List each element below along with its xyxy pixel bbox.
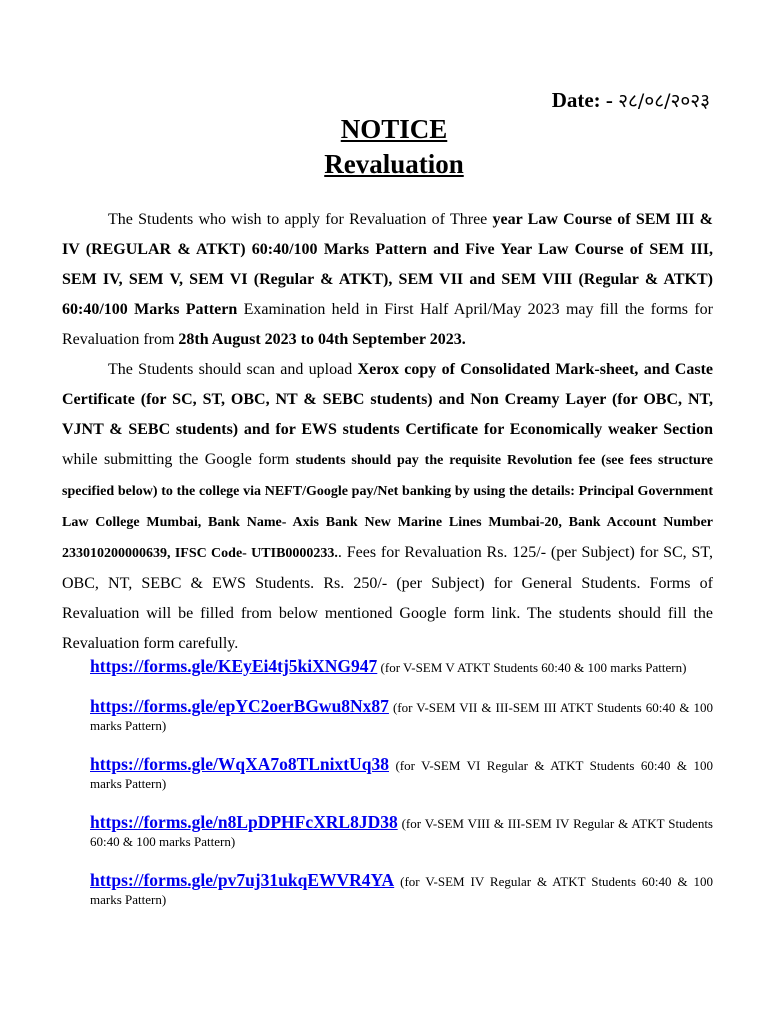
para1-bold-courses: year Law Course of SEM III & IV (REGULAR & ATKT) 60:40/100 Marks Pattern and Five Year Law Course of SEM III, SEM IV, SEM V, SEM VI (Regular & ATKT), SEM VII and SEM VIII (Regular & ATKT) 60:40/100 Marks Pattern: [62, 211, 714, 318]
date-value: २८/०८/२०२३: [618, 90, 710, 112]
date-label: Date: -: [551, 88, 613, 112]
google-form-link[interactable]: https://forms.gle/pv7uj31ukqEWVR4YA: [90, 870, 395, 890]
date-line: [552, 87, 710, 113]
form-link-description: (for V-SEM VI Regular & ATKT Students 60:40 & 100 marks Pattern): [90, 758, 713, 791]
form-link-description: (for V-SEM IV Regular & ATKT Students 60:40 & 100 marks Pattern): [90, 874, 714, 907]
para2-bold-documents: Xerox copy of Consolidated Mark-sheet, and Caste Certificate (for SC, ST, OBC, NT & SEBC students) and Non Creamy Layer (for OBC, NT, VJNT & SEBC students) and for EWS students Certificate for Economically weaker Section: [62, 361, 713, 438]
form-link-description: (for V-SEM V ATKT Students 60:40 & 100 marks Pattern): [380, 660, 687, 675]
form-link-description: (for V-SEM VII & III-SEM III ATKT Students 60:40 & 100 marks Pattern): [90, 700, 713, 733]
para2-bold-bank-details: students should pay the requisite Revolution fee (see fees structure specified below) to the college via NEFT/Google pay/Net banking by using the details: Principal Government Law College Mumbai, Bank Name- Axis Bank New Marine Lines Mumbai-20, Bank Account Number 233010200000639, IFSC Code- UTIB0000233.: [62, 453, 713, 561]
form-links-list: [90, 657, 713, 929]
para2-text-2: while submitting the Google form: [62, 451, 296, 468]
para1-text-1: The Students who wish to apply for Revaluation of Three: [108, 211, 493, 228]
para2-text-1: The Students should scan and upload: [108, 361, 358, 378]
google-form-link[interactable]: https://forms.gle/WqXA7o8TLnixtUq38: [90, 754, 389, 774]
para1-bold-dates: 28th August 2023 to 04th September 2023.: [178, 331, 466, 348]
notice-title: NOTICE: [340, 114, 448, 144]
para2-text-3: . Fees for Revaluation Rs. 125/- (per Subject) for SC, ST, OBC, NT, SEBC & EWS Students. Rs. 250/- (per Subject) for General Students. Forms of Revaluation will be filled from below mentioned Google form link. The students should fill the Revaluation form carefully.: [62, 544, 713, 652]
form-link-item: [90, 755, 713, 793]
form-link-item: [90, 813, 713, 851]
notice-subtitle: Revaluation: [324, 149, 464, 179]
google-form-link[interactable]: https://forms.gle/n8LpDPHFcXRL8JD38: [90, 812, 398, 832]
paragraph-revaluation-window: [62, 205, 713, 355]
form-link-description: (for V-SEM VIII & III-SEM IV Regular & ATKT Students 60:40 & 100 marks Pattern): [90, 816, 713, 849]
google-form-link[interactable]: https://forms.gle/KEyEi4tj5kiXNG947: [90, 656, 378, 676]
paragraph-documents-fees: [62, 355, 713, 659]
form-link-item: [90, 697, 713, 735]
notice-body: [62, 205, 713, 659]
form-link-item: [90, 657, 713, 677]
para1-text-2: Examination held in First Half April/May 2023 may fill the forms for Revaluation from: [62, 301, 713, 348]
form-link-item: [90, 871, 713, 909]
google-form-link[interactable]: https://forms.gle/epYC2oerBGwu8Nx87: [90, 696, 389, 716]
